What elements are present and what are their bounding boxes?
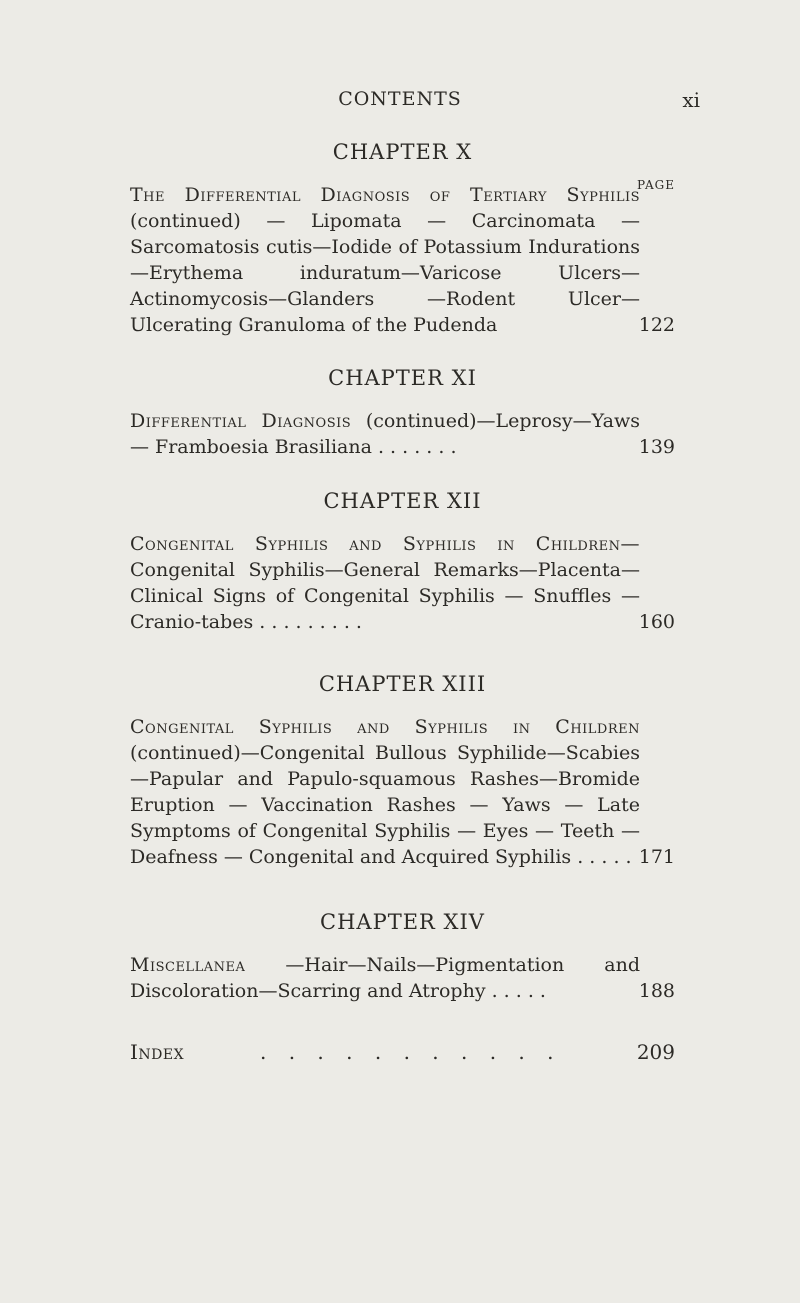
index-leader-dots: . . . . . . . . . . . xyxy=(260,1040,562,1064)
toc-entry xyxy=(130,952,675,1004)
running-head xyxy=(0,88,800,114)
page-column-label: PAGE xyxy=(637,178,675,192)
chapter-xiii xyxy=(130,672,675,870)
chapter-title: CHAPTER X xyxy=(332,140,473,164)
chapter-title: CHAPTER XI xyxy=(328,366,477,390)
chapter-xii xyxy=(130,489,675,635)
running-title: CONTENTS xyxy=(338,88,462,110)
chapter-xiv xyxy=(130,910,675,1004)
entry-text: —Hair—Nails—Pigmentation and Discoloration—Scarring and Atrophy . . . . . xyxy=(130,954,640,1002)
toc-entry xyxy=(130,408,675,460)
entry-text: (continued)—Leprosy—Yaws— Framboesia Brasiliana . . . . . . . xyxy=(130,410,640,458)
index-label: Index xyxy=(130,1040,185,1064)
entry-text: (continued)—Congenital Bullous Syphilide—Scabies—Papular and Papulo-squamous Rashes—Bromide Eruption — Vaccination Rashes — Yaws — Late Symptoms of Congenital Syphilis — Eyes — Teeth — Deafness — Congenital and Acquired Syphilis . . . . . xyxy=(130,742,640,868)
entry-lead: Differential Diagnosis xyxy=(130,410,352,432)
chapter-title: CHAPTER XII xyxy=(323,489,482,513)
chapter-xi xyxy=(130,366,675,460)
page-number: xi xyxy=(682,88,700,112)
entry-lead: Congenital Syphilis and Syphilis in Children— xyxy=(130,533,640,555)
index-entry xyxy=(130,1040,675,1064)
entry-page: 188 xyxy=(638,980,675,1002)
chapter-x xyxy=(130,140,675,338)
entry-page: 139 xyxy=(638,436,675,458)
entry-lead: Congenital Syphilis and Syphilis in Children xyxy=(130,716,640,738)
toc-entry xyxy=(130,714,675,870)
entry-text: (continued) — Lipomata — Carcinomata — Sarcomatosis cutis—Iodide of Potassium Indurations—Erythema induratum—Varicose Ulcers—Actinomycosis—Glanders —Rodent Ulcer—Ulcerating Granuloma of the Pudenda xyxy=(130,210,640,336)
chapter-title: CHAPTER XIII xyxy=(318,672,487,696)
entry-text: Congenital Syphilis—General Remarks—Placenta— Clinical Signs of Congenital Syphilis — Snuffles — Cranio-tabes . . . . . . . . . xyxy=(130,559,640,633)
entry-lead: Miscellanea xyxy=(130,954,246,976)
entry-page: 160 xyxy=(638,611,675,633)
toc-entry xyxy=(130,531,675,635)
entry-page: 122 xyxy=(638,314,675,336)
index-page: 209 xyxy=(636,1040,675,1064)
entry-lead: The Differential Diagnosis of Tertiary Syphilis xyxy=(130,184,640,206)
chapter-title: CHAPTER XIV xyxy=(320,910,485,934)
entry-page: 171 xyxy=(638,846,675,868)
toc-entry xyxy=(130,182,675,338)
